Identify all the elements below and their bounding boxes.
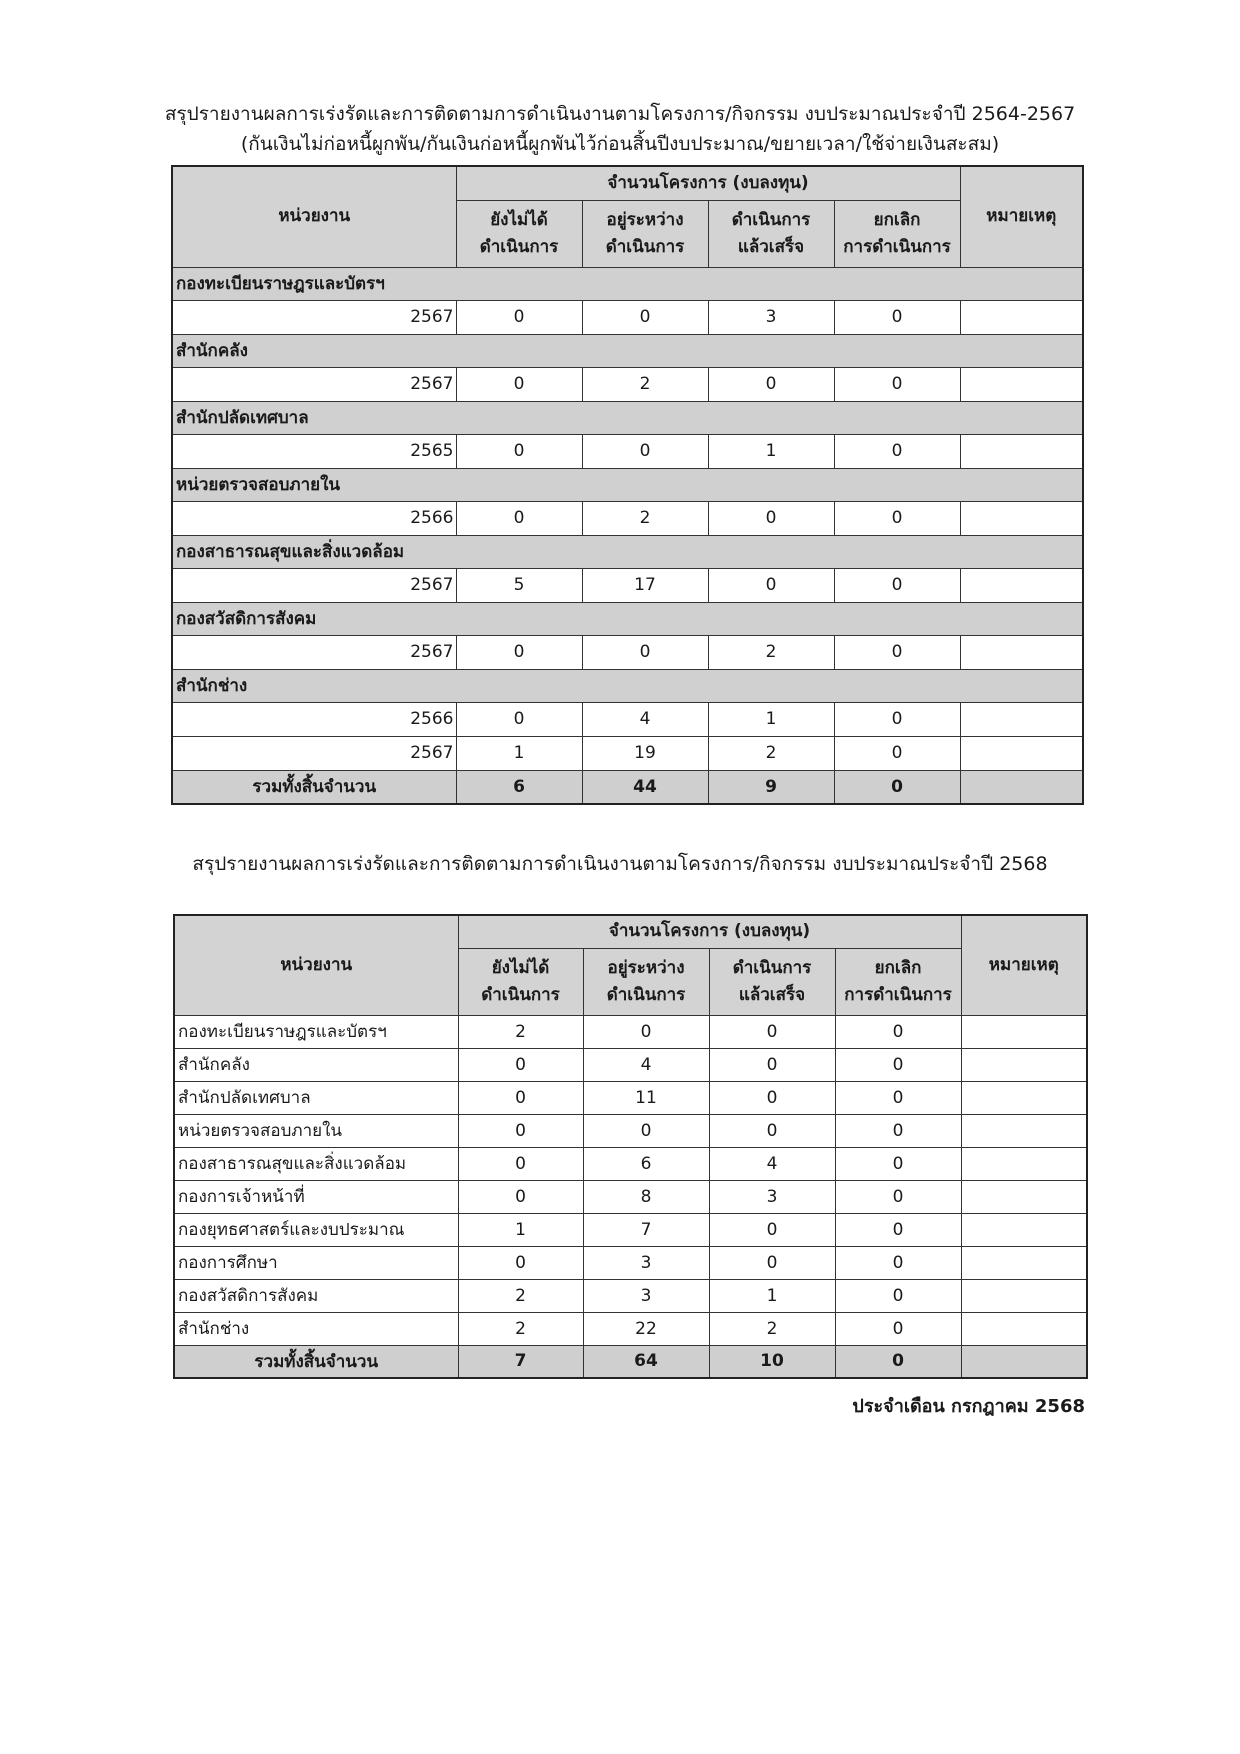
value-cell: 2: [582, 501, 708, 535]
group-row: [172, 401, 1083, 434]
table-row: [174, 1015, 1087, 1048]
year-cell: 2565: [172, 434, 456, 468]
remark-cell: [961, 1213, 1087, 1246]
value-cell: 19: [582, 736, 708, 770]
remark-cell: [960, 300, 1083, 334]
value-cell: 0: [709, 1015, 835, 1048]
value-cell: 0: [456, 434, 582, 468]
header-col1: ยังไม่ได้ ดำเนินการ: [456, 200, 582, 267]
remark-cell: [960, 702, 1083, 736]
value-cell: 0: [458, 1114, 583, 1147]
table2: [173, 914, 1088, 1379]
table1-title-line1: สรุปรายงานผลการเร่งรัดและการติดตามการดำเนินงานตามโครงการ/กิจกรรม งบประมาณประจำปี 2564-2567: [164, 103, 1076, 125]
value-cell: 3: [583, 1279, 709, 1312]
value-cell: 0: [456, 501, 582, 535]
value-cell: 2: [709, 1312, 835, 1345]
value-cell: 0: [835, 1213, 961, 1246]
value-cell: 0: [835, 1147, 961, 1180]
value-cell: 0: [835, 1312, 961, 1345]
table-row: [174, 1081, 1087, 1114]
value-cell: 0: [834, 702, 960, 736]
header-col1: ยังไม่ได้ ดำเนินการ: [458, 948, 583, 1015]
unit-name: กองสวัสดิการสังคม: [172, 602, 1083, 635]
year-cell: 2567: [172, 568, 456, 602]
value-cell: 1: [708, 702, 834, 736]
table-row: [172, 434, 1083, 468]
total-row: [174, 1345, 1087, 1378]
table-row: [172, 367, 1083, 401]
value-cell: 4: [582, 702, 708, 736]
value-cell: 0: [583, 1015, 709, 1048]
value-cell: 0: [582, 434, 708, 468]
remark-cell: [961, 1048, 1087, 1081]
value-cell: 17: [582, 568, 708, 602]
total-label: รวมทั้งสิ้นจำนวน: [174, 1345, 458, 1378]
unit-name: หน่วยตรวจสอบภายใน: [174, 1114, 458, 1147]
value-cell: 3: [583, 1246, 709, 1279]
value-cell: 0: [834, 434, 960, 468]
table2-body: [174, 1015, 1087, 1378]
value-cell: 0: [835, 1246, 961, 1279]
year-cell: 2566: [172, 702, 456, 736]
unit-name: สำนักคลัง: [172, 334, 1083, 367]
value-cell: 7: [583, 1213, 709, 1246]
value-cell: 0: [456, 367, 582, 401]
value-cell: 0: [835, 1180, 961, 1213]
remark-cell: [961, 1246, 1087, 1279]
total-row: [172, 770, 1083, 804]
year-cell: 2566: [172, 501, 456, 535]
total-value: 0: [834, 770, 960, 804]
year-cell: 2567: [172, 300, 456, 334]
remark-cell: [961, 1312, 1087, 1345]
table-row: [172, 635, 1083, 669]
value-cell: 0: [834, 568, 960, 602]
total-value: 64: [583, 1345, 709, 1378]
value-cell: 2: [708, 736, 834, 770]
year-cell: 2567: [172, 367, 456, 401]
unit-name: กองยุทธศาสตร์และงบประมาณ: [174, 1213, 458, 1246]
remark-cell: [960, 568, 1083, 602]
total-label: รวมทั้งสิ้นจำนวน: [172, 770, 456, 804]
value-cell: 3: [708, 300, 834, 334]
remark-cell: [961, 1114, 1087, 1147]
table-row: [172, 702, 1083, 736]
report-month: ประจำเดือน กรกฎาคม 2568: [852, 1396, 1085, 1417]
unit-name: กองทะเบียนราษฎรและบัตรฯ: [174, 1015, 458, 1048]
unit-name: กองสวัสดิการสังคม: [174, 1279, 458, 1312]
value-cell: 22: [583, 1312, 709, 1345]
value-cell: 4: [583, 1048, 709, 1081]
table-row: [172, 300, 1083, 334]
remark-cell: [961, 1279, 1087, 1312]
value-cell: 3: [709, 1180, 835, 1213]
value-cell: 0: [458, 1048, 583, 1081]
value-cell: 0: [709, 1114, 835, 1147]
value-cell: 1: [709, 1279, 835, 1312]
value-cell: 4: [709, 1147, 835, 1180]
value-cell: 0: [834, 736, 960, 770]
unit-name: สำนักปลัดเทศบาล: [172, 401, 1083, 434]
table-row: [174, 1180, 1087, 1213]
value-cell: 0: [834, 635, 960, 669]
total-value: 0: [835, 1345, 961, 1378]
group-row: [172, 669, 1083, 702]
group-row: [172, 468, 1083, 501]
total-value: 7: [458, 1345, 583, 1378]
table1-body: [172, 267, 1083, 804]
value-cell: 6: [583, 1147, 709, 1180]
header-col3: ดำเนินการ แล้วเสร็จ: [709, 948, 835, 1015]
value-cell: 0: [709, 1246, 835, 1279]
unit-name: สำนักช่าง: [172, 669, 1083, 702]
total-value: 6: [456, 770, 582, 804]
group-row: [172, 535, 1083, 568]
value-cell: 5: [456, 568, 582, 602]
value-cell: 1: [708, 434, 834, 468]
remark-cell: [960, 770, 1083, 804]
header-col2: อยู่ระหว่าง ดำเนินการ: [582, 200, 708, 267]
value-cell: 0: [582, 635, 708, 669]
value-cell: 0: [834, 501, 960, 535]
value-cell: 0: [708, 367, 834, 401]
value-cell: 1: [456, 736, 582, 770]
year-cell: 2567: [172, 736, 456, 770]
unit-name: สำนักคลัง: [174, 1048, 458, 1081]
value-cell: 0: [582, 300, 708, 334]
table-row: [172, 736, 1083, 770]
unit-name: กองทะเบียนราษฎรและบัตรฯ: [172, 267, 1083, 300]
value-cell: 0: [835, 1015, 961, 1048]
value-cell: 2: [458, 1312, 583, 1345]
remark-cell: [960, 367, 1083, 401]
header-unit: หน่วยงาน: [172, 166, 456, 267]
header-remark: หมายเหตุ: [960, 166, 1083, 267]
table1: [171, 165, 1084, 805]
value-cell: 0: [456, 635, 582, 669]
group-row: [172, 267, 1083, 300]
value-cell: 11: [583, 1081, 709, 1114]
remark-cell: [961, 1180, 1087, 1213]
value-cell: 0: [708, 501, 834, 535]
value-cell: 0: [834, 367, 960, 401]
value-cell: 1: [458, 1213, 583, 1246]
header-group: จำนวนโครงการ (งบลงทุน): [458, 915, 961, 948]
value-cell: 0: [835, 1048, 961, 1081]
header-col3: ดำเนินการ แล้วเสร็จ: [708, 200, 834, 267]
value-cell: 0: [458, 1081, 583, 1114]
table-row: [172, 501, 1083, 535]
table1-title-line2: (กันเงินไม่ก่อหนี้ผูกพัน/กันเงินก่อหนี้ผูกพันไว้ก่อนสิ้นปีงบประมาณ/ขยายเวลา/ใช้จ่ายเงินสะสม): [240, 133, 1000, 155]
table2-title: สรุปรายงานผลการเร่งรัดและการติดตามการดำเนินงานตามโครงการ/กิจกรรม งบประมาณประจำปี 2568: [192, 853, 1048, 875]
value-cell: 0: [835, 1081, 961, 1114]
unit-name: สำนักปลัดเทศบาล: [174, 1081, 458, 1114]
unit-name: หน่วยตรวจสอบภายใน: [172, 468, 1083, 501]
unit-name: กองสาธารณสุขและสิ่งแวดล้อม: [172, 535, 1083, 568]
year-cell: 2567: [172, 635, 456, 669]
value-cell: 0: [458, 1147, 583, 1180]
group-row: [172, 334, 1083, 367]
table-row: [174, 1114, 1087, 1147]
value-cell: 2: [582, 367, 708, 401]
value-cell: 0: [709, 1081, 835, 1114]
remark-cell: [960, 501, 1083, 535]
unit-name: กองการเจ้าหน้าที่: [174, 1180, 458, 1213]
value-cell: 0: [709, 1048, 835, 1081]
table-row: [174, 1312, 1087, 1345]
table-row: [174, 1213, 1087, 1246]
value-cell: 0: [834, 300, 960, 334]
remark-cell: [960, 736, 1083, 770]
value-cell: 0: [835, 1114, 961, 1147]
header-col2: อยู่ระหว่าง ดำเนินการ: [583, 948, 709, 1015]
table-row: [174, 1279, 1087, 1312]
value-cell: 2: [708, 635, 834, 669]
header-group: จำนวนโครงการ (งบลงทุน): [456, 166, 960, 200]
table-row: [172, 568, 1083, 602]
remark-cell: [961, 1015, 1087, 1048]
value-cell: 0: [456, 702, 582, 736]
value-cell: 0: [458, 1180, 583, 1213]
value-cell: 8: [583, 1180, 709, 1213]
value-cell: 0: [835, 1279, 961, 1312]
value-cell: 2: [458, 1279, 583, 1312]
table-row: [174, 1147, 1087, 1180]
remark-cell: [961, 1081, 1087, 1114]
unit-name: กองสาธารณสุขและสิ่งแวดล้อม: [174, 1147, 458, 1180]
group-row: [172, 602, 1083, 635]
remark-cell: [961, 1345, 1087, 1378]
remark-cell: [960, 635, 1083, 669]
total-value: 44: [582, 770, 708, 804]
table-row: [174, 1246, 1087, 1279]
value-cell: 0: [458, 1246, 583, 1279]
remark-cell: [961, 1147, 1087, 1180]
table-row: [174, 1048, 1087, 1081]
header-unit: หน่วยงาน: [174, 915, 458, 1015]
header-col4: ยกเลิก การดำเนินการ: [835, 948, 961, 1015]
value-cell: 2: [458, 1015, 583, 1048]
remark-cell: [960, 434, 1083, 468]
value-cell: 0: [583, 1114, 709, 1147]
total-value: 10: [709, 1345, 835, 1378]
header-remark: หมายเหตุ: [961, 915, 1087, 1015]
unit-name: กองการศึกษา: [174, 1246, 458, 1279]
total-value: 9: [708, 770, 834, 804]
value-cell: 0: [708, 568, 834, 602]
header-col4: ยกเลิก การดำเนินการ: [834, 200, 960, 267]
value-cell: 0: [709, 1213, 835, 1246]
value-cell: 0: [456, 300, 582, 334]
unit-name: สำนักช่าง: [174, 1312, 458, 1345]
